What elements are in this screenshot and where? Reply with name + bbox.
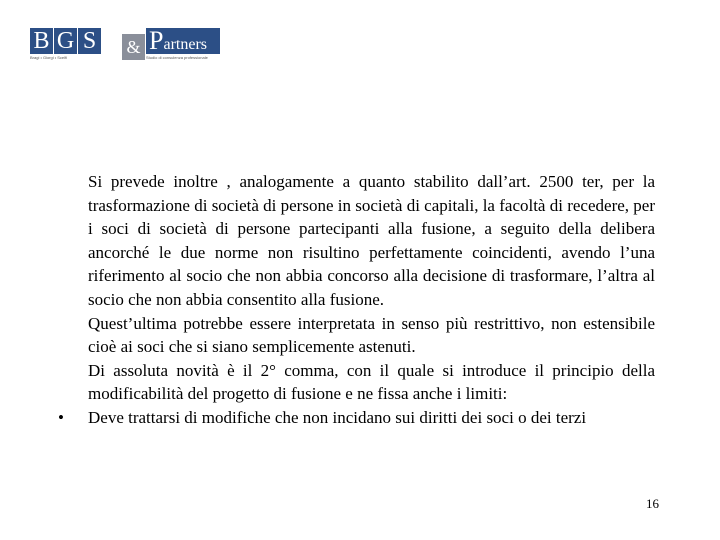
company-logo (30, 28, 220, 62)
logo-tagline-left: Bragi • Giorgi • Scelfi (30, 55, 68, 60)
page-number: 16 (646, 496, 659, 511)
logo-ampersand: & (122, 34, 145, 60)
paragraph-interpretazione: Quest’ultima potrebbe essere interpretata in senso più restrittivo, non estensibile cioè ai soci che si siano semplicemente astenuti. (88, 313, 655, 357)
logo-letter-g: G (54, 28, 77, 54)
paragraph-secondo-comma: Di assoluta novità è il 2° comma, con il quale si introduce il principio della modificabilità del progetto di fusione e ne fissa anche i limiti: (88, 360, 655, 404)
logo-partners (146, 28, 220, 54)
bullet-item (58, 406, 655, 430)
bullet-text: Deve trattarsi di modifiche che non incidano sui diritti dei soci o dei terzi (88, 407, 587, 427)
bullet-icon: • (58, 407, 64, 427)
slide-body (58, 170, 655, 430)
logo-partners-initial: P (149, 26, 164, 55)
logo-partners-rest: artners (163, 36, 207, 53)
paragraph-recesso: Si prevede inoltre , analogamente a quanto stabilito dall’art. 2500 ter, per la trasformazione di società di persone in società di capitali, la facoltà di recedere, per i soci di società di persone partecipanti alla fusione, a seguito della delibera ancorché le due norme non risultino perfettamente coincidenti, avendo l’una riferimento al socio che non abbia concorso alla decisione di trasformare, l’altra al socio che non abbia consentito alla fusione. (88, 172, 655, 309)
logo-tagline-right: Studio di consulenza professionale (146, 55, 208, 60)
logo-letter-s: S (78, 28, 101, 54)
logo-letter-b: B (30, 28, 53, 54)
